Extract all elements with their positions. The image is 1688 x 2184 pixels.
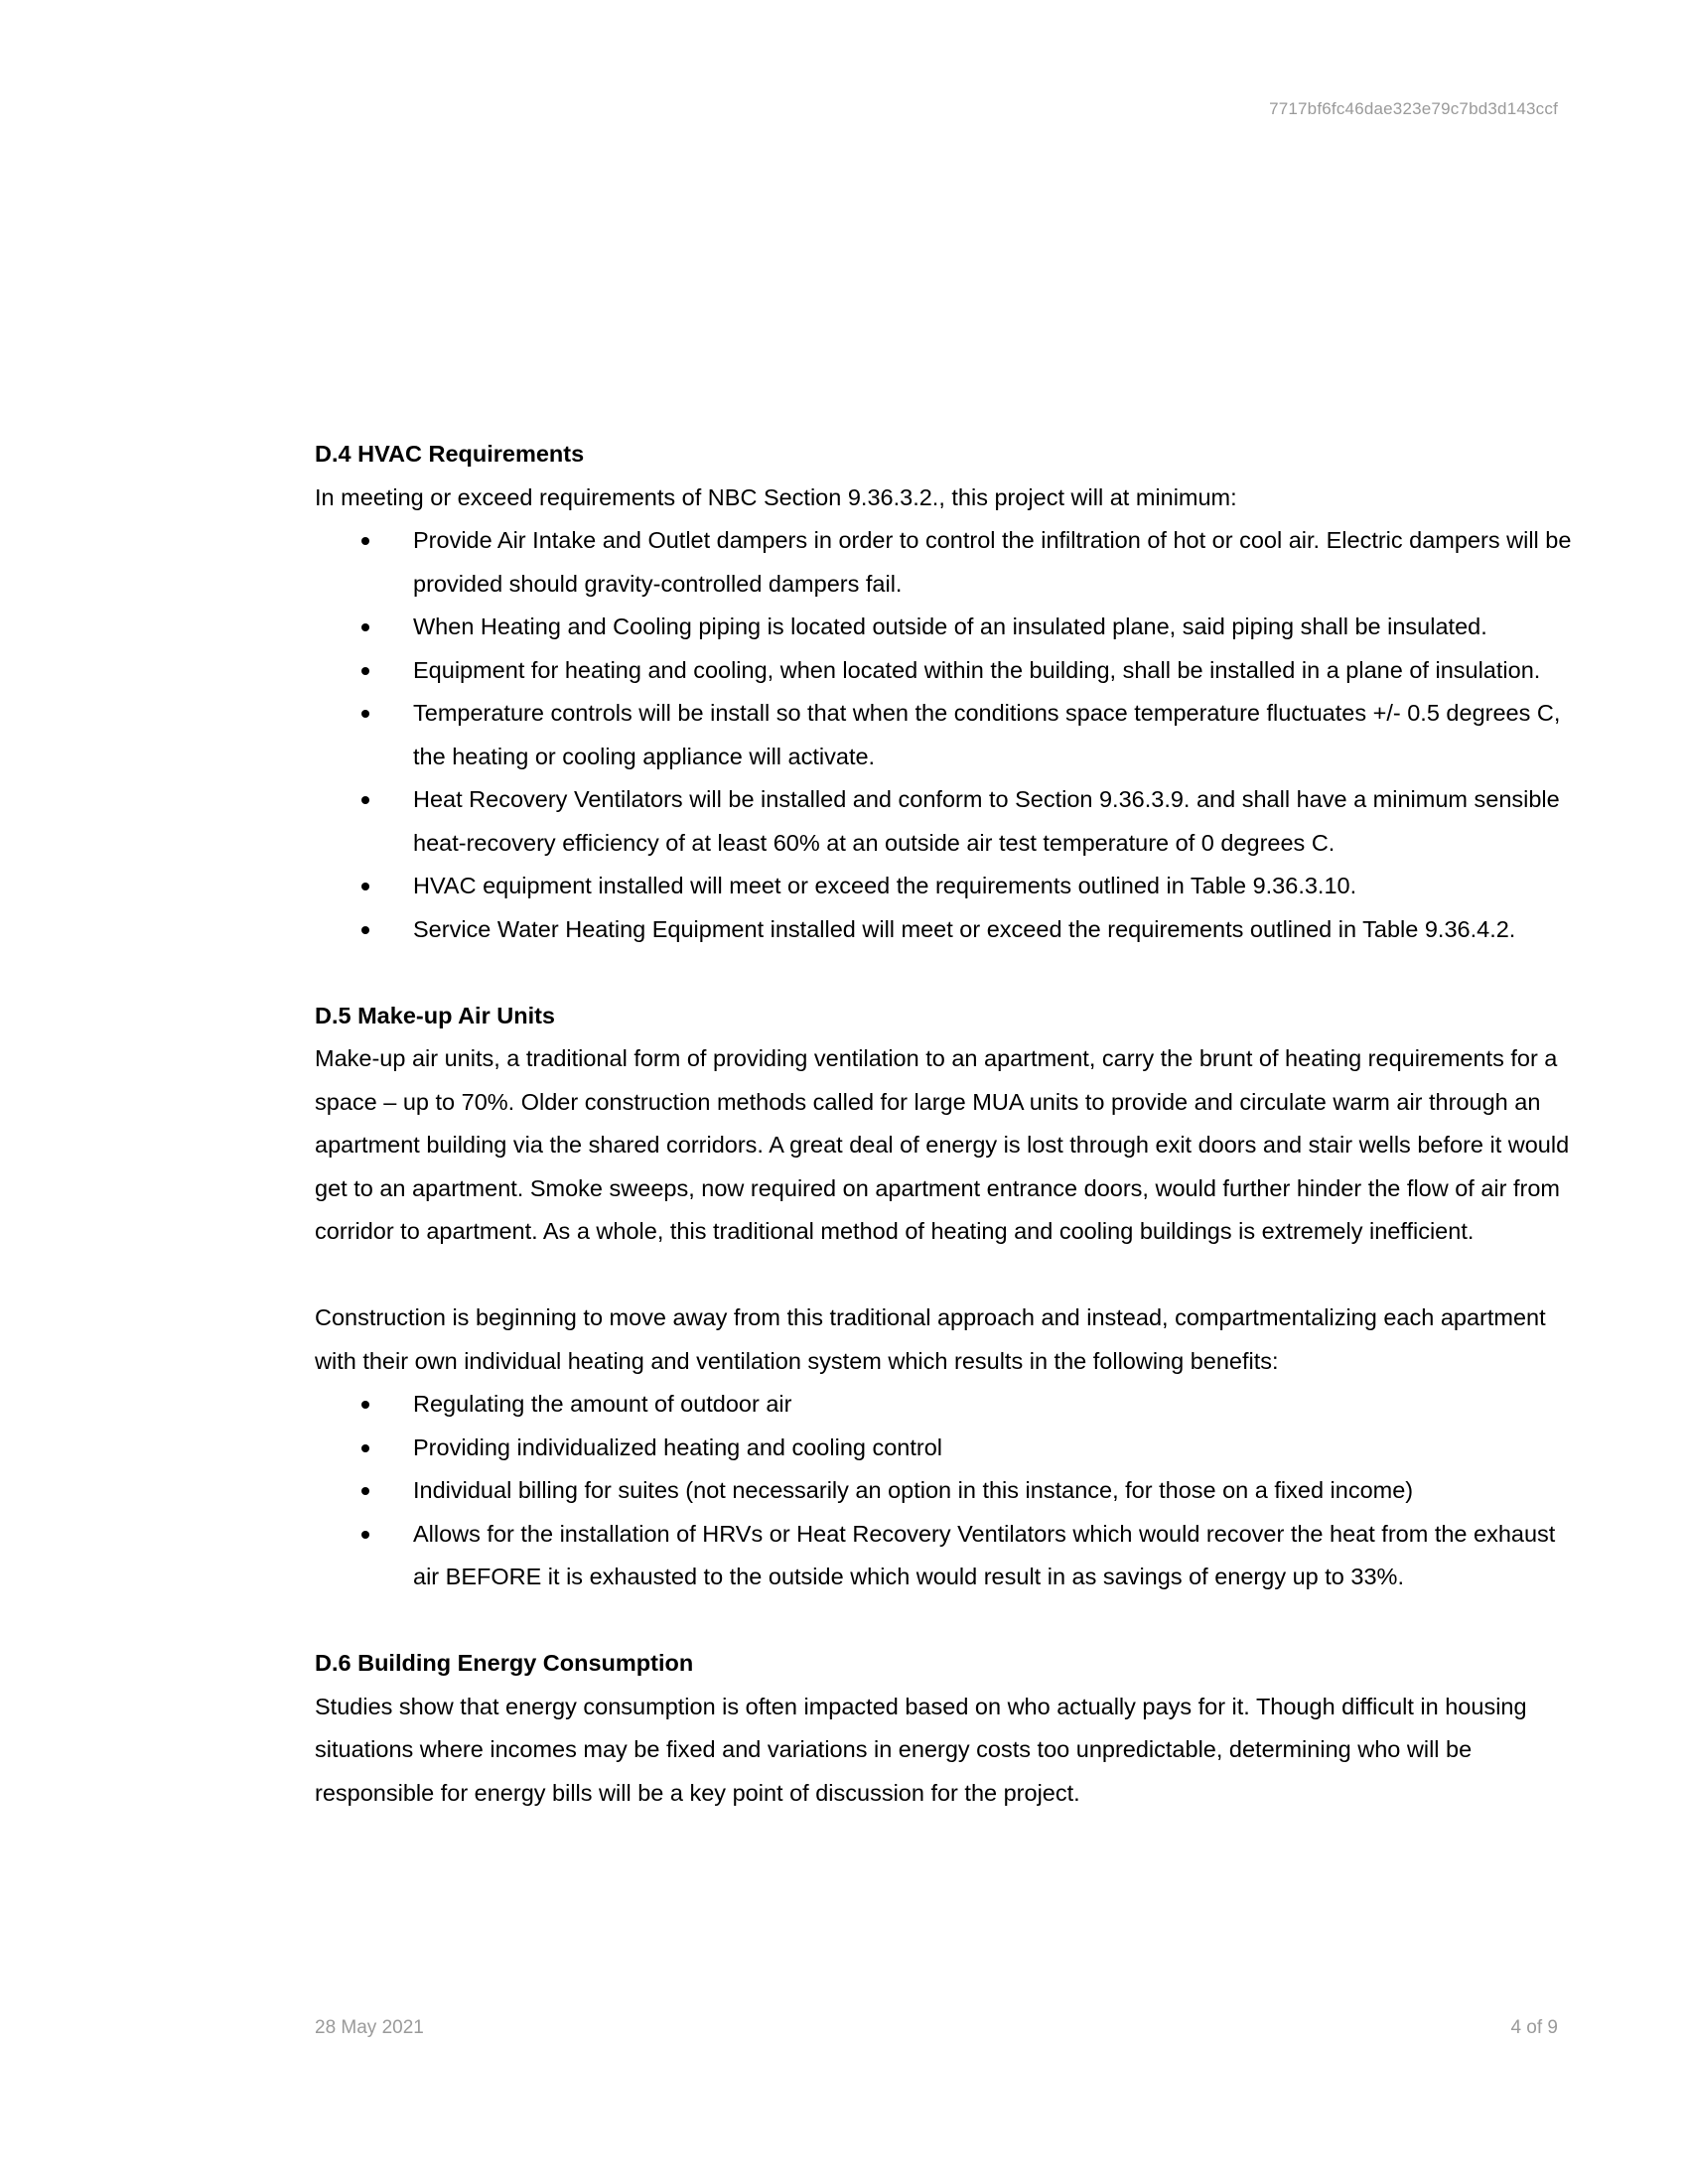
bullet-icon xyxy=(361,1401,369,1409)
list-item xyxy=(413,692,1576,778)
bullet-icon xyxy=(361,926,369,934)
bullet-icon xyxy=(361,667,369,675)
footer-page-number: 4 of 9 xyxy=(1510,2017,1558,2038)
list-item xyxy=(413,606,1576,649)
list-item xyxy=(413,1383,1576,1427)
section-d5 xyxy=(315,995,1576,1599)
section-title-d6: D.6 Building Energy Consumption xyxy=(315,1650,694,1676)
section-title-d4: D.4 HVAC Requirements xyxy=(315,441,585,467)
list-item xyxy=(413,778,1576,865)
list-item xyxy=(413,1513,1576,1599)
section-d6-paragraph-1: Studies show that energy consumption is often impacted based on who actually pays for it. Though difficult in housing situations where incomes may be fixed and variations in energy costs too unpredictable, determining who will be responsible for energy bills will be a key point of discussion for the project. xyxy=(315,1693,1527,1806)
list-item xyxy=(413,519,1576,606)
section-d5-paragraph-2: Construction is beginning to move away from this traditional approach and instead, compartmentalizing each apartment with their own individual heating and ventilation system which results in the following benefits: xyxy=(315,1304,1546,1374)
list-item-text: Providing individualized heating and cooling control xyxy=(413,1433,943,1460)
section-d4 xyxy=(315,433,1576,951)
list-item xyxy=(413,1427,1576,1470)
list-item-text: When Heating and Cooling piping is located outside of an insulated plane, said piping shall be insulated. xyxy=(413,614,1487,639)
list-item-text: Regulating the amount of outdoor air xyxy=(413,1391,792,1417)
section-title-d5: D.5 Make-up Air Units xyxy=(315,1002,555,1028)
footer-date: 28 May 2021 xyxy=(315,2017,424,2038)
list-item-text: Individual billing for suites (not necessarily an option in this instance, for those on a fixed income) xyxy=(413,1477,1414,1503)
bullet-icon xyxy=(361,710,369,718)
list-item xyxy=(413,865,1576,908)
page-content xyxy=(315,433,1576,1815)
section-spacer xyxy=(315,1599,1576,1643)
list-item xyxy=(413,908,1576,952)
list-item-text: Temperature controls will be install so that when the conditions space temperature fluctuates +/- 0.5 degrees C, the heating or cooling appliance will activate. xyxy=(413,700,1561,769)
list-item-text: HVAC equipment installed will meet or exceed the requirements outlined in Table 9.36.3.10. xyxy=(413,873,1357,898)
bullet-icon xyxy=(361,537,369,545)
section-d4-bullet-list xyxy=(315,519,1576,951)
list-item xyxy=(413,649,1576,693)
bullet-icon xyxy=(361,1487,369,1495)
list-item-text: Allows for the installation of HRVs or Heat Recovery Ventilators which would recover the heat from the exhaust air BEFORE it is exhausted to the outside which would result in as savings of energy up to 33%. xyxy=(413,1520,1556,1589)
section-d6 xyxy=(315,1642,1576,1815)
section-d4-intro: In meeting or exceed requirements of NBC Section 9.36.3.2., this project will at minimum: xyxy=(315,483,1237,510)
section-d5-bullet-list xyxy=(315,1383,1576,1599)
paragraph-spacer xyxy=(315,1254,1576,1297)
section-spacer xyxy=(315,951,1576,995)
list-item-text: Heat Recovery Ventilators will be installed and conform to Section 9.36.3.9. and shall have a minimum sensible heat-recovery efficiency of at least 60% at an outside air test temperature of 0 degrees C. xyxy=(413,786,1560,856)
list-item-text: Provide Air Intake and Outlet dampers in order to control the infiltration of hot or cool air. Electric dampers will be provided should gravity-controlled dampers fail. xyxy=(413,527,1572,597)
document-id: 7717bf6fc46dae323e79c7bd3d143ccf xyxy=(1269,99,1558,118)
bullet-icon xyxy=(361,623,369,631)
bullet-icon xyxy=(361,1531,369,1539)
list-item xyxy=(413,1469,1576,1513)
section-d5-paragraph-1: Make-up air units, a traditional form of providing ventilation to an apartment, carry the brunt of heating requirements for a space – up to 70%. Older construction methods called for large MUA units to provide and circulate warm air through an apartment building via the shared corridors. A great deal of energy is lost through exit doors and stair wells before it would get to an apartment. Smoke sweeps, now required on apartment entrance doors, would further hinder the flow of air from corridor to apartment. As a whole, this traditional method of heating and cooling buildings is extremely inefficient. xyxy=(315,1045,1570,1244)
list-item-text: Service Water Heating Equipment installed will meet or exceed the requirements outlined in Table 9.36.4.2. xyxy=(413,915,1516,942)
list-item-text: Equipment for heating and cooling, when located within the building, shall be installed in a plane of insulation. xyxy=(413,656,1541,683)
bullet-icon xyxy=(361,796,369,804)
bullet-icon xyxy=(361,883,369,890)
bullet-icon xyxy=(361,1444,369,1452)
